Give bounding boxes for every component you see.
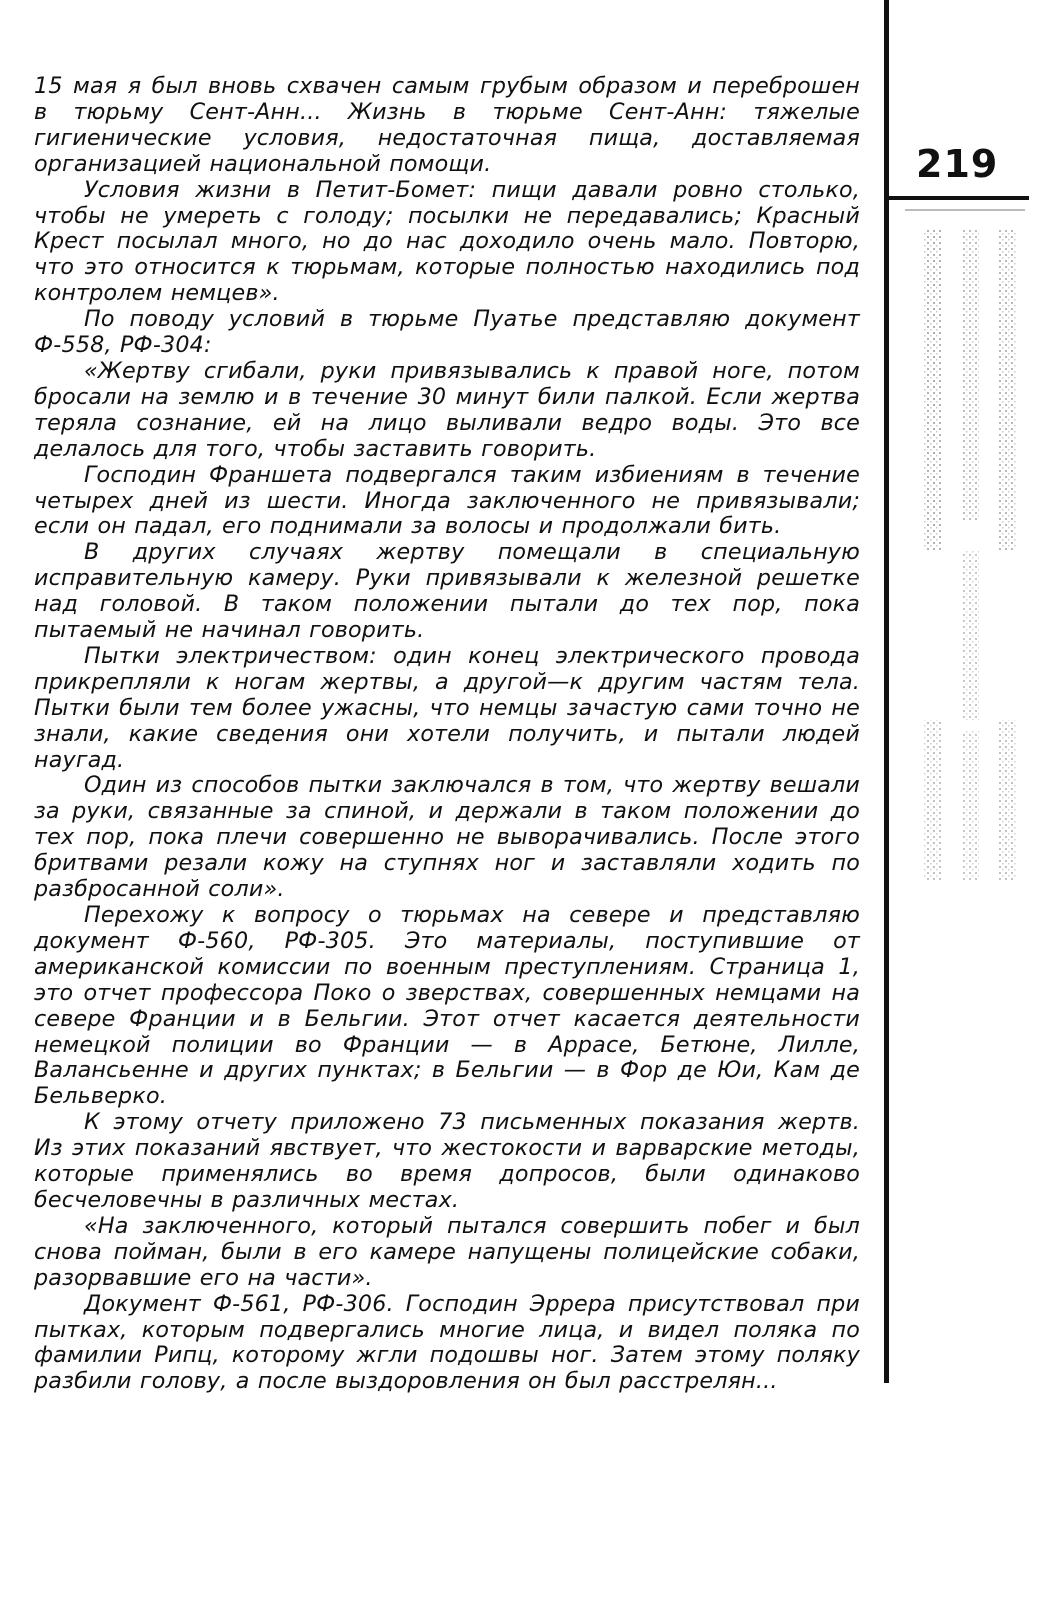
- paragraph-7: Пытки электричеством: один конец электрического провода прикрепляли к ногам жертвы, а другой—к другим частям тела. Пытки были тем более ужасны, что немцы зачастую сами точно не знали, какие сведения они хотели получить, и пытали людей наугад.: [34, 642, 860, 773]
- page-number-rule: [889, 196, 1029, 200]
- paragraph-3: По поводу условий в тюрьме Пуатье представляю документ Ф-558, РФ-304:: [34, 306, 860, 359]
- paragraph-9: Перехожу к вопросу о тюрьмах на севере и представляю документ Ф-560, РФ-305. Это материалы, поступившие от американской комиссии по военным преступлениям. Страница 1, это отчет профессора Поко о зверствах, совершенных немцами на севере Франции и в Бельгии. Этот отчет касается деятельности немецкой полиции во Франции — в Аррасе, Бетюне, Лилле, Валансьенне и других пунктах; в Бельгии — в Фор де Юи, Кам де Бельверко.: [34, 902, 860, 1110]
- paragraph-4: «Жертву сгибали, руки привязывались к правой ноге, потом бросали на землю и в течение 30 минут били палкой. Если жертва теряла сознание, ей на лицо выливали ведро воды. Это все делалось для того, чтобы заставить говорить.: [34, 357, 860, 462]
- main-text-column: [34, 74, 860, 1395]
- paragraph-5: Господин Франшета подвергался таким избиениям в течение четырех дней из шести. Иногда заключенного не привязывали; если он падал, его поднимали за волосы и продолжали бить.: [34, 461, 860, 540]
- paragraph-11: «На заключенного, который пытался совершить побег и был снова пойман, были в его камере напущены полицейские собаки, разорвавшие его на части».: [34, 1212, 860, 1291]
- page-number-rule-shadow: [905, 209, 1025, 211]
- paragraph-12: Документ Ф-561, РФ-306. Господин Эррера присутствовал при пытках, которым подвергались многие лица, и видел поляка по фамилии Рипц, которому жгли подошвы ног. Затем этому поляку разбили голову, а после выздоровления он был расстрелян...: [34, 1290, 860, 1395]
- paragraph-10: К этому отчету приложено 73 письменных показания жертв. Из этих показаний явствует, что жестокости и варварские методы, которые применялись во время допросов, были одинаково бесчеловечны в различных местах.: [34, 1109, 860, 1213]
- paragraph-8: Один из способов пытки заключался в том, что жертву вешали за руки, связанные за спиной, и держали в таком положении до тех пор, пока плечи совершенно не выворачивались. После этого бритвами резали кожу на ступнях ног и заставляли ходить по разбросанной соли».: [34, 772, 860, 903]
- page-number: 219: [916, 142, 999, 186]
- paragraph-6: В других случаях жертву помещали в специальную исправительную камеру. Руки привязывали к железной решетке над головой. В таком положении пытали до тех пор, пока пытаемый не начинал говорить.: [34, 539, 860, 644]
- margin-vertical-rule: [884, 0, 889, 1383]
- faded-running-head-texture: [915, 230, 1025, 890]
- paragraph-2: Условия жизни в Петит-Бомет: пищи давали ровно столько, чтобы не умереть с голоду; посылки не передавались; Красный Крест посылал много, но до нас доходило очень мало. Повторю, что это относится к тюрьмам, которые полностью находились под контролем немцев».: [34, 176, 860, 307]
- paragraph-1: 15 мая я был вновь схвачен самым грубым образом и переброшен в тюрьму Сент-Анн... Жизнь в тюрьме Сент-Анн: тяжелые гигиенические условия, недостаточная пища, доставляемая организацией национальной помощи.: [34, 73, 860, 177]
